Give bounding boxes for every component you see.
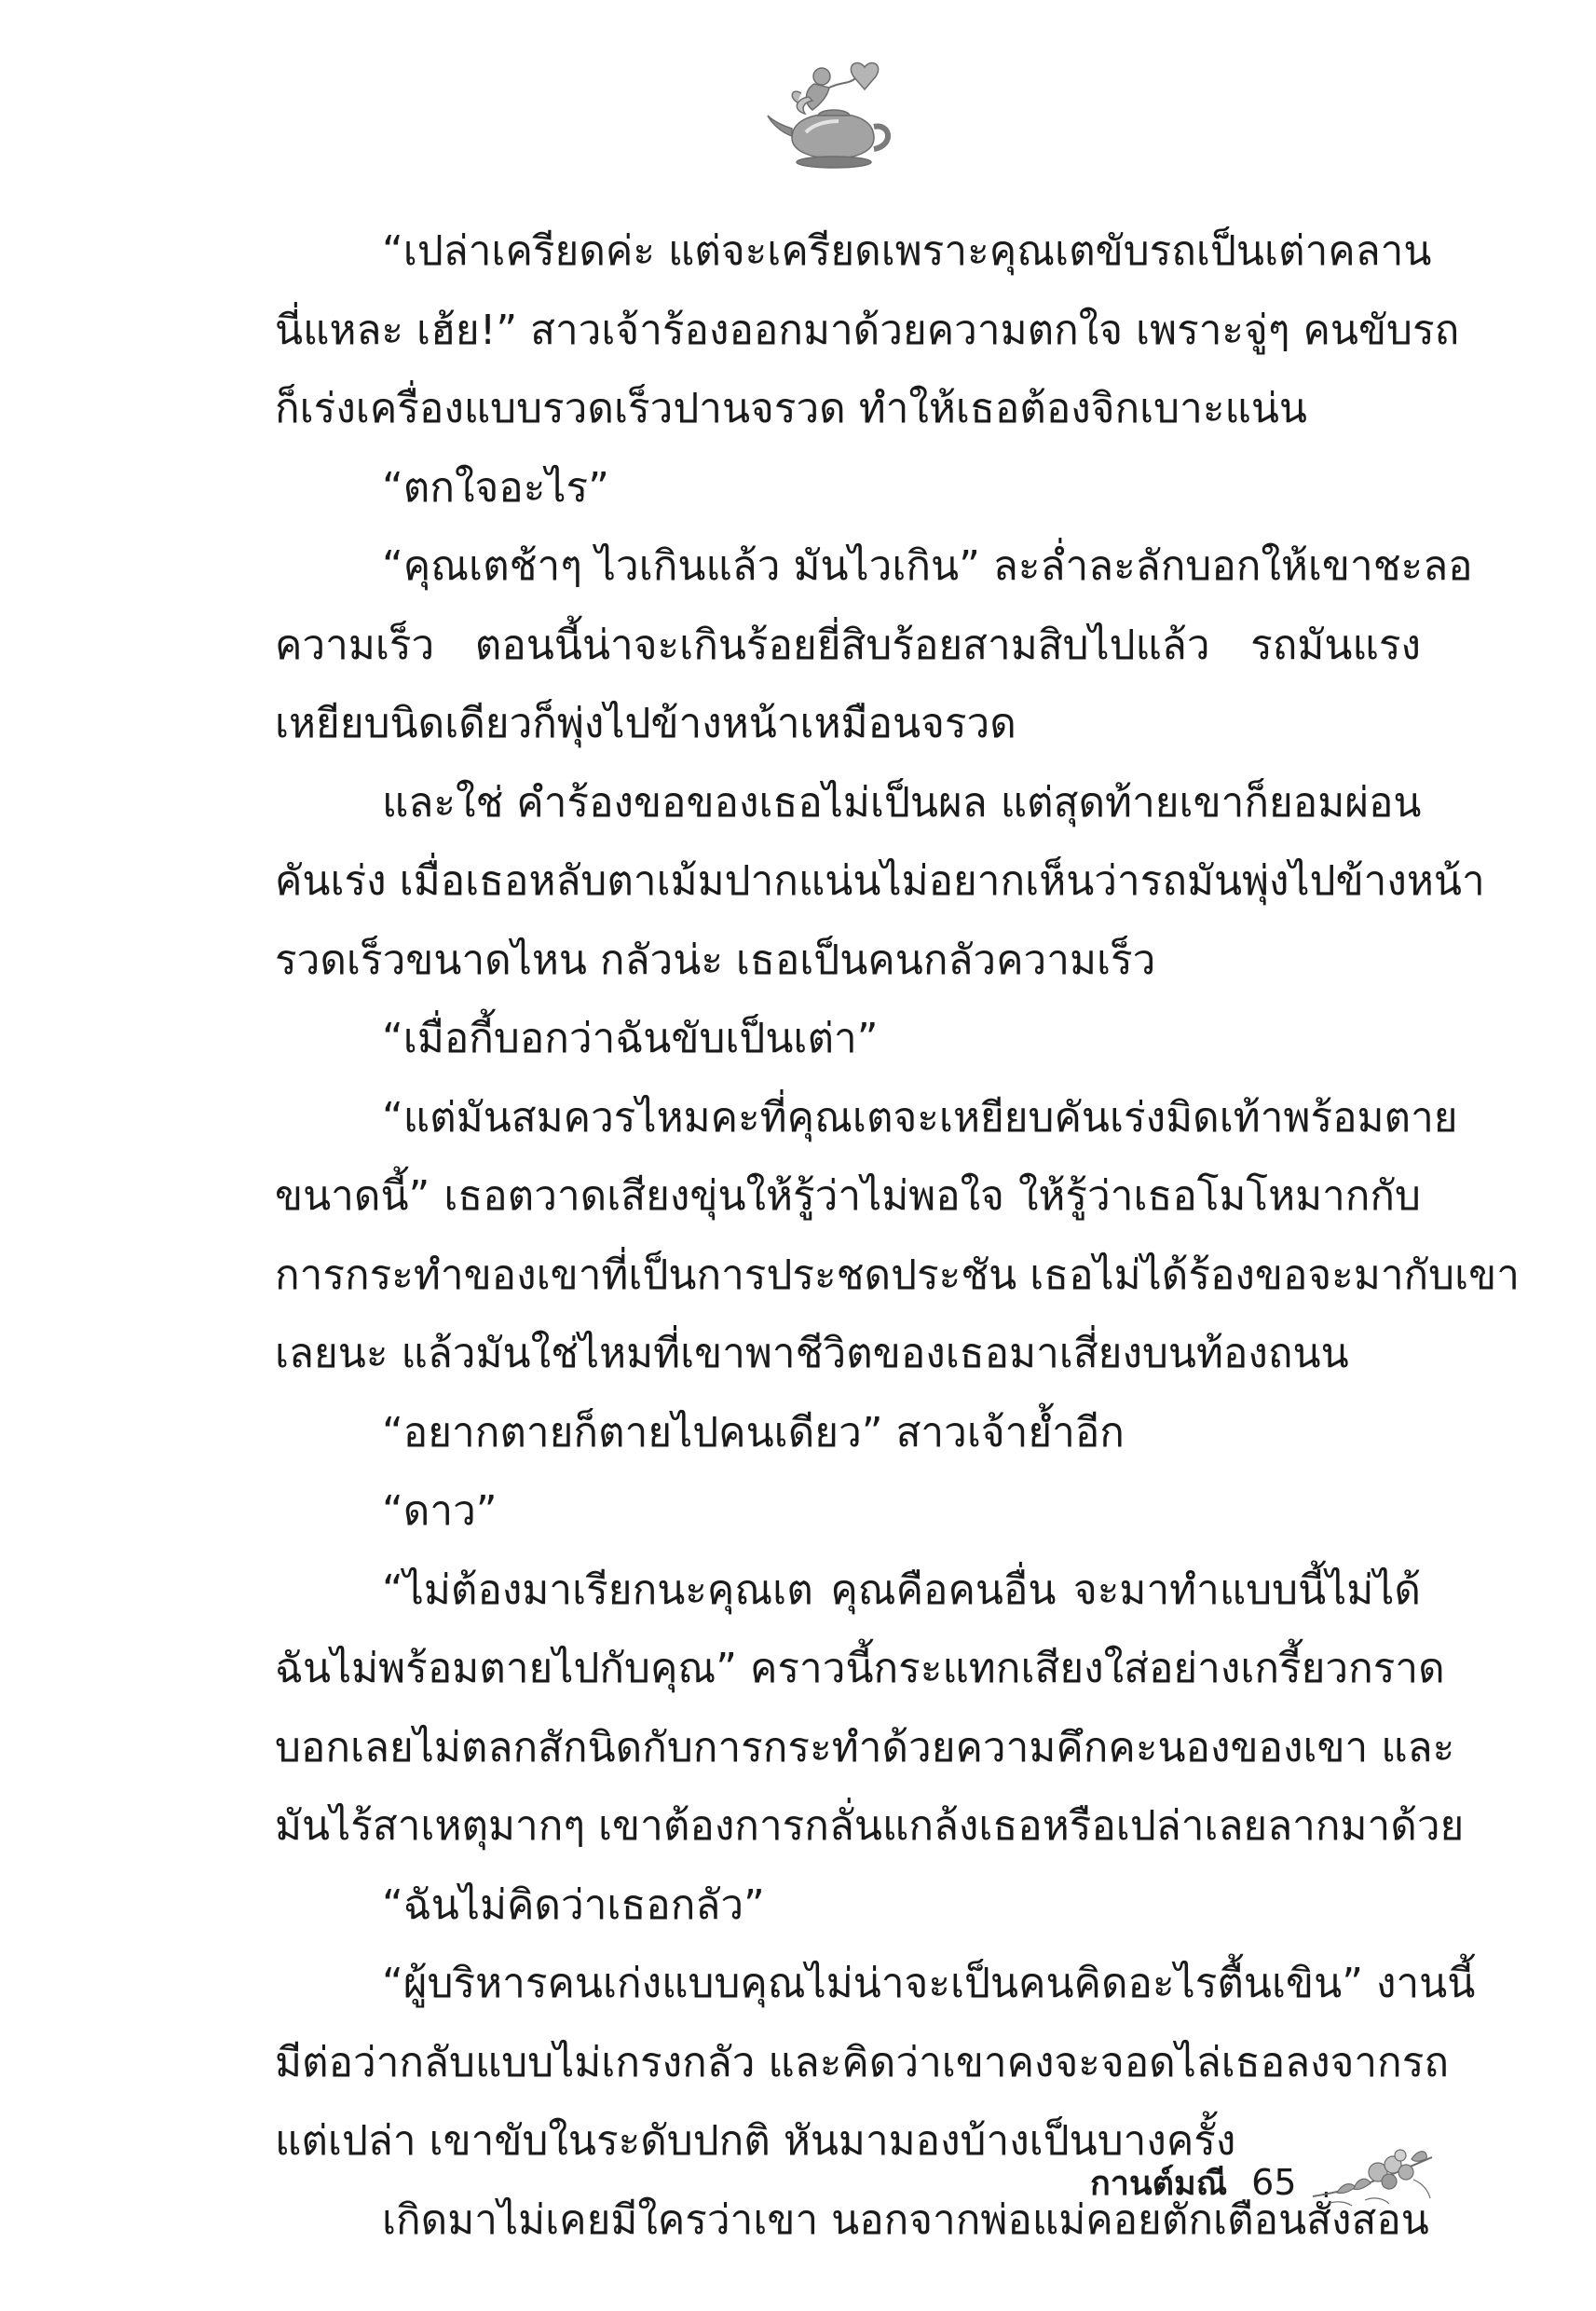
text-line: แต่เปล่า เขาขับในระดับปกติ หันมามองบ้างเป็นบางครั้ง (275, 2117, 1236, 2165)
paragraph (275, 1000, 1421, 1079)
text-line: การกระทำของเขาที่เป็นการประชดประชัน เธอไม่ได้ร้องขอจะมากับเขา (275, 1251, 1520, 1299)
text-line: “ดาว” (382, 1487, 498, 1535)
paragraph (275, 1079, 1520, 1394)
text-line: เหยียบนิดเดียวก็พุ่งไปข้างหน้าเหมือนจรวด (275, 700, 1016, 747)
text-line: ก็เร่งเครื่องแบบรวดเร็วปานจรวด ทำให้เธอต้องจิกเบาะแน่น (275, 385, 1307, 432)
text-line: บอกเลยไม่ตลกสักนิดกับการกระทำด้วยความคึกคะนองของเขา และ (275, 1723, 1455, 1771)
paragraph (275, 764, 1485, 1001)
text-line: “แต่มันสมควรไหมคะที่คุณเตจะเหยียบคันเร่งมิดเท้าพร้อมตาย (382, 1093, 1458, 1142)
text-line: ฉันไม่พร้อมตายไปกับคุณ” คราวนี้กระแทกเสียงใส่อย่างเกรี้ยวกราด (275, 1645, 1445, 1692)
paragraph (275, 1552, 1465, 1867)
text-line: “ฉันไม่คิดว่าเธอกลัว” (382, 1880, 765, 1929)
text-line: ความเร็ว ตอนนี้น่าจะเกินร้อยยี่สิบร้อยสามสิบไปแล้ว รถมันแรง (275, 621, 1421, 669)
page-number: 65 (1251, 2162, 1297, 2203)
text-line: เลยนะ แล้วมันใช่ไหมที่เขาพาชีวิตของเธอมาเสี่ยงบนท้องถนน (275, 1330, 1349, 1377)
paragraph (275, 527, 1473, 764)
text-line: “ผู้บริหารคนเก่งแบบคุณไม่น่าจะเป็นคนคิดอะไรตื้นเขิน” งานนี้ (382, 1960, 1476, 2007)
floral-ornament-icon (1309, 2139, 1439, 2213)
text-line: “ไม่ต้องมาเรียกนะคุณเต คุณคือคนอื่น จะมาทำแบบนี้ไม่ได้ (382, 1566, 1421, 1614)
page-footer (1090, 2154, 1297, 2210)
text-line: “อยากตายก็ตายไปคนเดียว” สาวเจ้าย้ำอีก (382, 1408, 1125, 1456)
paragraph (275, 449, 1421, 528)
paragraph (275, 1472, 1421, 1552)
text-line: คันเร่ง เมื่อเธอหลับตาเม้มปากแน่นไม่อยากเห็นว่ารถมันพุ่งไปข้างหน้า (275, 857, 1485, 905)
text-line: “คุณเตช้าๆ ไวเกินแล้ว มันไวเกิน” ละล่ำละลักบอกให้เขาชะลอ (382, 542, 1473, 590)
text-line: เกิดมาไม่เคยมีใครว่าเขา นอกจากพ่อแม่คอยตักเตือนสั่งสอน (382, 2195, 1429, 2244)
book-title: กานต์มณี (1090, 2164, 1228, 2203)
paragraph (275, 1945, 1476, 2181)
text-line: และใช่ คำร้องขอของเธอไม่เป็นผล แต่สุดท้ายเขาก็ยอมผ่อน (382, 778, 1422, 827)
paragraph (275, 212, 1460, 449)
teapot-ornament-icon (764, 56, 904, 172)
text-line: มีต่อว่ากลับแบบไม่เกรงกลัว และคิดว่าเขาคงจะจอดไล่เธอลงจากรถ (275, 2038, 1449, 2086)
paragraph (275, 1867, 1421, 1946)
text-line: “ตกใจอะไร” (382, 463, 609, 512)
text-line: รวดเร็วขนาดไหน กลัวน่ะ เธอเป็นคนกลัวความเร็ว (275, 936, 1156, 984)
body-text (275, 212, 1520, 2260)
text-line: ขนาดนี้” เธอตวาดเสียงขุ่นให้รู้ว่าไม่พอใจ ให้รู้ว่าเธอโมโหมากกับ (275, 1172, 1421, 1220)
text-line: “เมื่อกี้บอกว่าฉันขับเป็นเต่า” (382, 1015, 879, 1062)
text-line: นี่แหละ เฮ้ย!” สาวเจ้าร้องออกมาด้วยความตกใจ เพราะจู่ๆ คนขับรถ (275, 306, 1460, 354)
text-line: “เปล่าเครียดค่ะ แต่จะเครียดเพราะคุณเตขับรถเป็นเต่าคลาน (382, 227, 1432, 275)
text-line: มันไร้สาเหตุมากๆ เขาต้องการกลั่นแกล้งเธอหรือเปล่าเลยลากมาด้วย (275, 1802, 1465, 1850)
paragraph (275, 1394, 1421, 1473)
